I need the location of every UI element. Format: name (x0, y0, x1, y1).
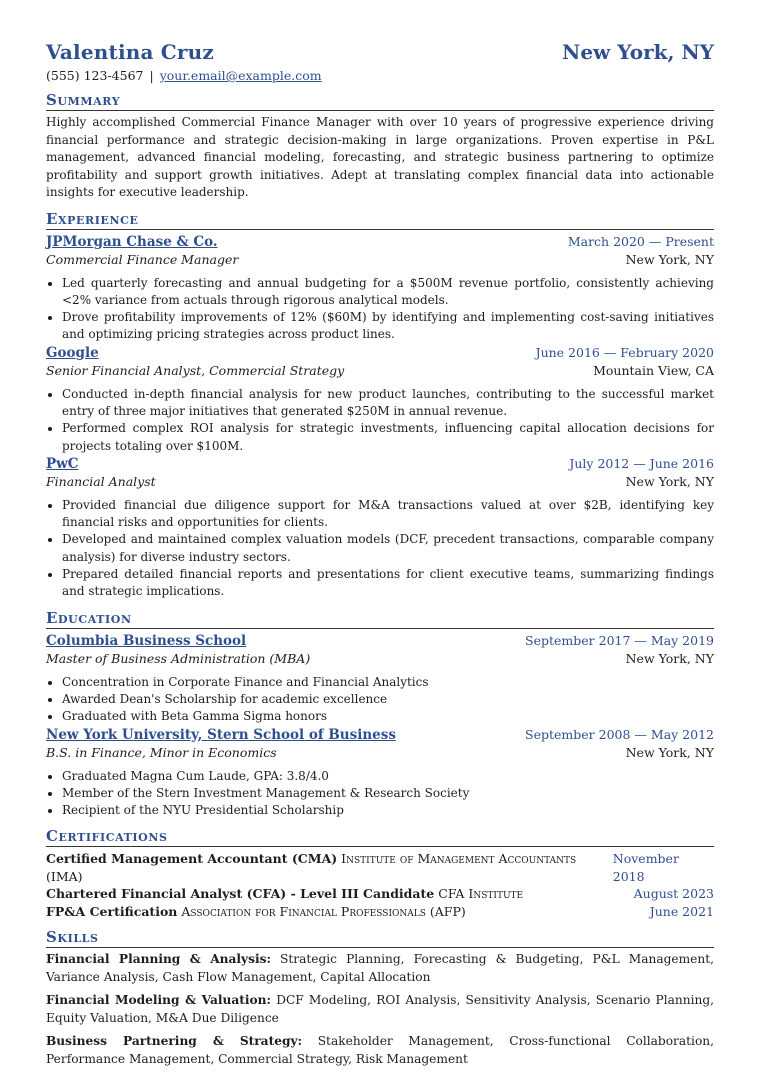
certification-item (46, 850, 714, 885)
job-bullets (46, 386, 714, 455)
cert-date: August 2023 (633, 886, 714, 902)
job-title: Financial Analyst (46, 473, 156, 489)
skill-text: Stakeholder Management, Cross-functional Collaboration, Performance Management, Commercial Strategy, Risk Management (46, 1034, 715, 1066)
bullet-item: • Concentration in Corporate Finance and Financial Analytics (62, 674, 714, 691)
skill-item (46, 1033, 714, 1068)
school-location: New York, NY (625, 744, 714, 760)
contact-separator: | (149, 68, 154, 83)
bullet-item: • Performed complex ROI analysis for strategic investments, influencing capital allocation decisions for projects totaling over $100M. (62, 420, 714, 455)
job-entry (46, 455, 714, 601)
school-link[interactable]: Columbia Business School (46, 632, 247, 649)
bullet-item: • Provided financial due diligence support for M&A transactions valued at over $2B, identifying key financial risks and opportunities for clients. (62, 497, 714, 532)
cert-name: Certified Management Accountant (CMA) (46, 851, 338, 867)
job-location: New York, NY (625, 473, 714, 489)
cert-org: Institute of Management Accountants (IMA) (46, 851, 577, 884)
job-dates: July 2012 — June 2016 (569, 455, 714, 471)
bullet-item: • Drove profitability improvements of 12% ($60M) by identifying and implementing cost-saving initiatives and optimizing pricing strategies across product lines. (62, 309, 714, 344)
certifications-heading: Certifications (46, 827, 714, 847)
skill-category: Business Partnering & Strategy: (46, 1034, 303, 1049)
email-link[interactable]: your.email@example.com (159, 68, 322, 83)
degree: B.S. in Finance, Minor in Economics (46, 744, 277, 760)
job-title: Senior Financial Analyst, Commercial Strategy (46, 362, 345, 378)
skills-list (46, 951, 714, 1068)
employer-link[interactable]: Google (46, 344, 99, 361)
bullet-item: • Member of the Stern Investment Management & Research Society (62, 785, 714, 802)
bullet-item: • Led quarterly forecasting and annual budgeting for a $500M revenue portfolio, consistently achieving <2% variance from actuals through rigorous analytical models. (62, 275, 714, 310)
contact-line (46, 68, 714, 83)
school-entry (46, 726, 714, 820)
school-bullets (46, 768, 714, 820)
bullet-item: • Graduated Magna Cum Laude, GPA: 3.8/4.0 (62, 768, 714, 785)
cert-org: CFA Institute (438, 886, 524, 902)
bullet-item: • Developed and maintained complex valuation models (DCF, precedent transactions, comparable company analysis) for diverse industry sectors. (62, 531, 714, 566)
skill-text: Strategic Planning, Forecasting & Budgeting, P&L Management, Variance Analysis, Cash Flow Management, Capital Allocation (46, 952, 714, 984)
bullet-item: • Graduated with Beta Gamma Sigma honors (62, 708, 714, 725)
job-bullets (46, 275, 714, 344)
skills-heading: Skills (46, 928, 714, 948)
summary-text: Highly accomplished Commercial Finance Manager with over 10 years of progressive experience driving financial performance and strategic decision-making in large organizations. Proven expertise in P&L management, advanced financial modeling, forecasting, and strategic business partnering to optimize profitability and support growth initiatives. Adept at translating complex financial data into actionable insights for executive leadership. (46, 115, 714, 199)
skill-item (46, 951, 714, 986)
school-bullets (46, 674, 714, 726)
skill-item (46, 992, 714, 1027)
bullet-item: • Prepared detailed financial reports and presentations for client executive teams, summarizing findings and strategic implications. (62, 566, 714, 601)
skill-category: Financial Modeling & Valuation: (46, 993, 272, 1008)
school-dates: September 2017 — May 2019 (525, 632, 714, 648)
resume-page (46, 40, 714, 1068)
job-location: New York, NY (625, 251, 714, 267)
cert-name: FP&A Certification (46, 903, 178, 919)
candidate-location: New York, NY (562, 40, 714, 64)
job-bullets (46, 497, 714, 601)
certification-item (46, 903, 714, 921)
school-dates: September 2008 — May 2012 (525, 726, 714, 742)
school-location: New York, NY (625, 650, 714, 666)
cert-date: November 2018 (612, 851, 679, 884)
bullet-item: • Conducted in-depth financial analysis for new product launches, contributing to the successful market entry of three major initiatives that generated $250M in annual revenue. (62, 386, 714, 421)
skill-text: DCF Modeling, ROI Analysis, Sensitivity Analysis, Scenario Planning, Equity Valuation, M&A Due Diligence (46, 993, 714, 1025)
school-link[interactable]: New York University, Stern School of Business (46, 726, 396, 743)
bullet-item: • Recipient of the NYU Presidential Scholarship (62, 802, 714, 819)
employer-link[interactable]: JPMorgan Chase & Co. (46, 233, 218, 250)
job-location: Mountain View, CA (593, 362, 714, 378)
bullet-item: • Awarded Dean's Scholarship for academic excellence (62, 691, 714, 708)
job-dates: June 2016 — February 2020 (535, 344, 714, 360)
candidate-name: Valentina Cruz (46, 40, 214, 64)
degree: Master of Business Administration (MBA) (46, 650, 311, 666)
resume-header (46, 40, 714, 64)
phone-number: (555) 123-4567 (46, 68, 144, 83)
cert-name: Chartered Financial Analyst (CFA) - Level III Candidate (46, 886, 435, 902)
job-entry (46, 344, 714, 455)
summary-heading: Summary (46, 91, 714, 111)
school-entry (46, 632, 714, 726)
cert-org: Association for Financial Professionals (AFP) (181, 903, 466, 919)
job-dates: March 2020 — Present (567, 233, 714, 249)
certification-item (46, 885, 714, 903)
job-entry (46, 233, 714, 344)
cert-date: June 2021 (649, 903, 714, 919)
education-heading: Education (46, 609, 714, 629)
experience-heading: Experience (46, 210, 714, 230)
job-title: Commercial Finance Manager (46, 251, 239, 267)
employer-link[interactable]: PwC (46, 455, 79, 472)
skill-category: Financial Planning & Analysis: (46, 952, 271, 967)
